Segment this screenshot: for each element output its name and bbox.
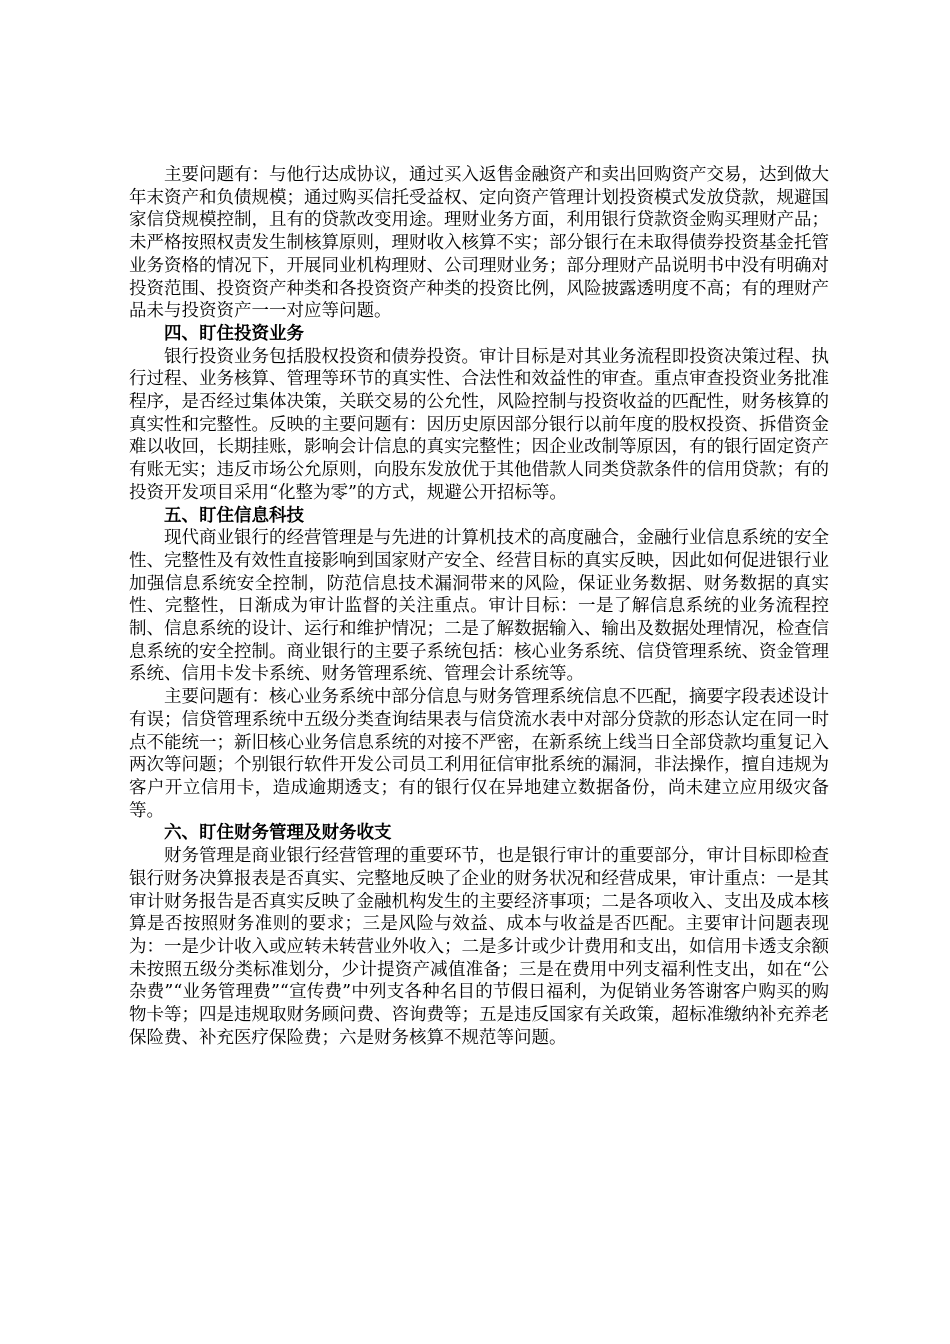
section-heading-it: 五、盯住信息科技: [164, 505, 304, 526]
paragraph-it-problems: 主要问题有：核心业务系统中部分信息与财务管理系统信息不匹配，摘要字段表述设计有误；信贷管理系统中五级分类查询结果表与信贷流水表中对部分贷款的形态认定在同一时点不能统一；新旧核心业务信息系统的对接不严密，在新系统上线当日全部贷款均重复记入两次等问题；个别银行软件开发公司员工利用征信审批系统的漏洞，非法操作，擅自违规为客户开立信用卡，造成逾期透支；有的银行仅在异地建立数据备份，尚未建立应用级灾备等。: [129, 687, 829, 821]
paragraph-information-technology: 现代商业银行的经营管理是与先进的计算机技术的高度融合，金融行业信息系统的安全性、完整性及有效性直接影响到国家财产安全、经营目标的真实反映，因此如何促进银行业加强信息系统安全控制，防范信息技术漏洞带来的风险，保证业务数据、财务数据的真实性、完整性，日渐成为审计监督的关注重点。审计目标：一是了解信息系统的业务流程控制、信息系统的设计、运行和维护情况；二是了解数据输入、输出及数据处理情况，检查信息系统的安全控制。商业银行的主要子系统包括：核心业务系统、信贷管理系统、资金管理系统、信用卡发卡系统、财务管理系统、管理会计系统等。: [129, 528, 829, 685]
section-heading-investment: 四、盯住投资业务: [164, 323, 304, 344]
paragraph-main-problems-interbank: 主要问题有：与他行达成协议，通过买入返售金融资产和卖出回购资产交易，达到做大年末资产和负债规模；通过购买信托受益权、定向资产管理计划投资模式发放贷款，规避国家信贷规模控制，且有的贷款改变用途。理财业务方面，利用银行贷款资金购买理财产品；未严格按照权责发生制核算原则，理财收入核算不实；部分银行在未取得债券投资基金托管业务资格的情况下，开展同业机构理财、公司理财业务；部分理财产品说明书中没有明确对投资范围、投资资产种类和各投资资产种类的投资比例，风险披露透明度不高；有的理财产品未与投资资产一一对应等问题。: [129, 165, 829, 322]
document-body: [129, 164, 829, 1049]
paragraph-financial-management: 财务管理是商业银行经营管理的重要环节，也是银行审计的重要部分，审计目标即检查银行财务决算报表是否真实、完整地反映了企业的财务状况和经营成果，审计重点：一是其审计财务报告是否真实反映了金融机构发生的主要经济事项；二是各项收入、支出及成本核算是否按照财务准则的要求；三是风险与效益、成本与收益是否匹配。主要审计问题表现为：一是少计收入或应转未转营业外收入；二是多计或少计费用和支出，如信用卡透支余额未按照五级分类标准划分，少计提资产减值准备；三是在费用中列支福利性支出，如在“公杂费”“业务管理费”“宣传费”中列支各种名目的节假日福利，为促销业务答谢客户购买的购物卡等；四是违规取财务顾问费、咨询费等；五是违反国家有关政策，超标准缴纳补充养老保险费、补充医疗保险费；六是财务核算不规范等问题。: [129, 846, 829, 1048]
paragraph-investment-business: 银行投资业务包括股权投资和债券投资。审计目标是对其业务流程即投资决策过程、执行过程、业务核算、管理等环节的真实性、合法性和效益性的审查。重点审查投资业务批准程序，是否经过集体决策，关联交易的公允性，风险控制与投资收益的匹配性，财务核算的真实性和完整性。反映的主要问题有：因历史原因部分银行以前年度的股权投资、拆借资金难以收回，长期挂账，影响会计信息的真实完整性；因企业改制等原因，有的银行固定资产有账无实；违反市场公允原则，向股东发放优于其他借款人同类贷款条件的信用贷款；有的投资开发项目采用“化整为零”的方式，规避公开招标等。: [129, 346, 829, 503]
section-heading-finance: 六、盯住财务管理及财务收支: [164, 823, 392, 844]
